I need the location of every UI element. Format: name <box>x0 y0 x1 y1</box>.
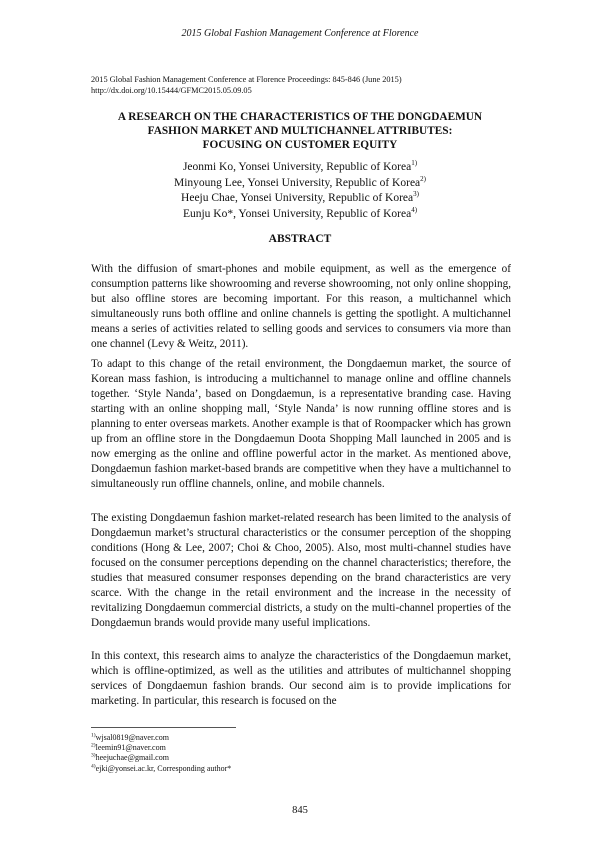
footnote-mark: 2) <box>420 174 426 183</box>
footnote-mark: 1) <box>411 159 418 168</box>
title-line-2: FASHION MARKET AND MULTICHANNEL ATTRIBUTES: <box>147 125 453 137</box>
email-link[interactable]: wjsal0819@naver.com <box>95 733 169 742</box>
abstract-paragraph-1: With the diffusion of smart-phones and mobile equipment, as well as the emergence of consumption patterns like showrooming and reverse showrooming, not only online shopping, but also offline stores are becoming important. For this reason, a multichannel which simultaneously runs both offline and online channels is getting the spotlight. A multichannel means a series of activities related to selling goods and services to consumers via more than one channel (Levy & Weitz, 2011). <box>91 263 511 350</box>
author-line: Minyoung Lee, Yonsei University, Republic of Korea$^{2)}$ <box>174 174 426 189</box>
running-head: 2015 Global Fashion Management Conference at Florence <box>181 28 419 39</box>
email-link[interactable]: leemin91@naver.com <box>95 743 166 753</box>
footnote: $^{4)}$ejki@yonsei.ac.kr, Corresponding author* <box>91 762 232 773</box>
footnotes <box>91 733 511 774</box>
page-number: 845 <box>292 805 308 816</box>
email-link[interactable]: heejuchae@gmail.com <box>95 753 169 763</box>
author-line: Jeonmi Ko, Yonsei University, Republic of Korea$^{1)}$ <box>182 159 418 173</box>
abstract-paragraph-3: The existing Dongdaemun fashion market-related research has been limited to the analysis of Dongdaemun market’s structural characteristics or the consumer perception of the shopping conditions (Hong & Lee, 2007; Choi & Choo, 2005). Also, most multi-channel studies have focused on the consumer perceptions depending on the channel characteristics; therefore, the studies that measured consumer responses depending on the brand characteristics are very scarce. With the change in the retail environment and the increase in the necessity of revitalizing Dongdaemun commercial districts, a study on the multi-channel properties of the Dongdaemun brands would provide many useful implications. <box>91 512 511 629</box>
email-link[interactable]: ejki@yonsei.ac.kr, Corresponding author* <box>95 763 232 773</box>
paper-title <box>60 110 540 152</box>
footnote: $^{3)}$heejuchae@gmail.com <box>91 752 169 763</box>
footnote-mark: 4) <box>411 205 418 214</box>
author-line: Heeju Chae, Yonsei University, Republic of Korea$^{3)}$ <box>181 190 419 204</box>
footnote-mark: 3) <box>413 190 419 199</box>
title-line-1: A RESEARCH ON THE CHARACTERISTICS OF THE DONGDAEMUN <box>117 111 483 123</box>
proceedings-line: 2015 Global Fashion Management Conference at Florence Proceedings: 845-846 (June 2015) <box>91 75 402 84</box>
author-list <box>60 160 540 222</box>
doi-link[interactable]: http://dx.doi.org/10.15444/GFMC2015.05.09.05 <box>91 86 252 95</box>
proceedings-citation <box>91 74 511 96</box>
author-line: Eunju Ko*, Yonsei University, Republic of Korea$^{4)}$ <box>182 205 418 220</box>
abstract-heading: ABSTRACT <box>268 233 332 245</box>
footnote: $^{2)}$leemin91@naver.com <box>91 742 166 753</box>
title-line-3: FOCUSING ON CUSTOMER EQUITY <box>202 139 398 151</box>
abstract-paragraph-2: To adapt to this change of the retail environment, the Dongdaemun market, the source of Korean mass fashion, is introducing a multichannel to manage online and offline channels together. ‘Style Nanda’, based on Dongdaemun, is a representative branding case. Having starting with an online shopping mall, ‘Style Nanda’ is now running offline stores and is planning to enter overseas markets. Another example is that of Roompacker which has grown up from an offline store in the Dongdaemun Doota Shopping Mall launched in 2005 and is now emerging as the online and offline powerful actor in the market. As mentioned above, Dongdaemun fashion market-based brands are competitive when they have a multichannel to simultaneously run offline channels, online, and mobile channels. <box>91 358 511 490</box>
abstract-paragraph-4: In this context, this research aims to analyze the characteristics of the Dongdaemun market, which is offline-optimized, as well as the utilities and attributes of multichannel shopping services of Dongdaemun fashion brands. Our second aim is to provide implications for marketing. In particular, this research is focused on the <box>91 650 511 707</box>
footnote: $^{1)}$wjsal0819@naver.com <box>91 732 169 742</box>
footnote-divider <box>91 727 236 728</box>
